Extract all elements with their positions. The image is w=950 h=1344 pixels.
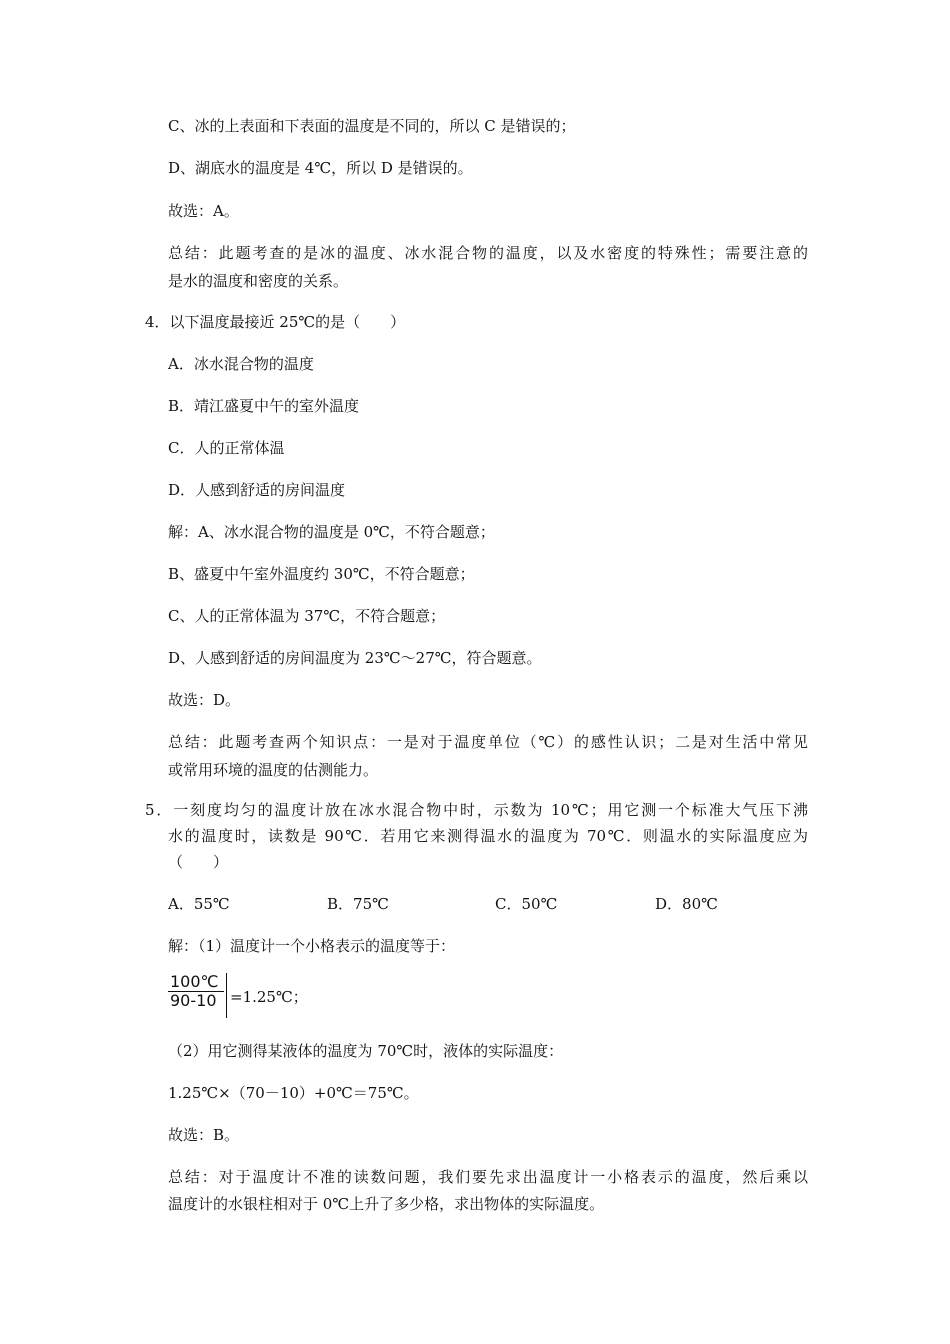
question-4-option-d: D．人感到舒适的房间温度: [168, 481, 346, 499]
question-4-option-b: B．靖江盛夏中午的室外温度: [168, 397, 360, 415]
question-5-stem-line-1: 5．一刻度均匀的温度计放在冰水混合物中时，示数为 10℃；用它测一个标准大气压下沸: [145, 801, 808, 819]
fraction-result: =1.25℃；: [230, 988, 308, 1006]
question-5-answer: 故选：B。: [168, 1126, 240, 1144]
prev-option-d-explanation: D、湖底水的温度是 4℃，所以 D 是错误的。: [168, 159, 473, 177]
question-5-option-d: D．80℃: [655, 895, 718, 913]
question-5-option-c: C．50℃: [495, 895, 558, 913]
question-4-summary-line-1: 总结：此题考查两个知识点：一是对于温度单位（℃）的感性认识；二是对生活中常见: [168, 733, 808, 751]
question-5-option-b: B．75℃: [327, 895, 389, 913]
fraction-formula: [168, 973, 224, 1010]
prev-answer: 故选：A。: [168, 202, 239, 220]
fraction-abs-bar: [226, 973, 227, 1018]
question-4-solution-b: B、盛夏中午室外温度约 30℃，不符合题意；: [168, 565, 475, 583]
question-5-summary-line-1: 总结：对于温度计不准的读数问题，我们要先求出温度计一小格表示的温度，然后乘以: [168, 1168, 808, 1186]
question-4-solution-a: 解：A、冰水混合物的温度是 0℃，不符合题意；: [168, 523, 495, 541]
question-4-summary-line-2: 或常用环境的温度的估测能力。: [168, 761, 379, 779]
prev-option-c-explanation: C、冰的上表面和下表面的温度是不同的，所以 C 是错误的；: [168, 117, 576, 135]
question-5-solution-step-2: （2）用它测得某液体的温度为 70℃时，液体的实际温度：: [168, 1042, 564, 1060]
question-4-solution-d: D、人感到舒适的房间温度为 23℃～27℃，符合题意。: [168, 649, 542, 667]
question-4-option-c: C．人的正常体温: [168, 439, 285, 457]
question-5-summary-line-2: 温度计的水银柱相对于 0℃上升了多少格，求出物体的实际温度。: [168, 1195, 605, 1213]
question-5-option-a: A．55℃: [168, 895, 230, 913]
question-5-stem-line-2: 水的温度时，读数是 90℃．若用它来测得温水的温度为 70℃．则温水的实际温度应为: [168, 827, 808, 845]
question-4-stem: 4．以下温度最接近 25℃的是（ ）: [145, 313, 406, 331]
prev-summary-line-1: 总结：此题考查的是冰的温度、冰水混合物的温度，以及水密度的特殊性；需要注意的: [168, 244, 808, 262]
question-5-solution-step-1: 解：（1）温度计一个小格表示的温度等于：: [168, 937, 456, 955]
question-5-solution-formula: 1.25℃×（70－10）+0℃＝75℃。: [168, 1084, 419, 1102]
prev-summary-line-2: 是水的温度和密度的关系。: [168, 272, 349, 290]
question-4-solution-c: C、人的正常体温为 37℃，不符合题意；: [168, 607, 446, 625]
question-4-answer: 故选：D。: [168, 691, 241, 709]
fraction-numerator: 100℃: [170, 972, 219, 991]
fraction-denominator: 90-10: [170, 991, 217, 1010]
question-4-option-a: A．冰水混合物的温度: [168, 355, 314, 373]
question-5-stem-line-3: （ ）: [168, 853, 229, 871]
